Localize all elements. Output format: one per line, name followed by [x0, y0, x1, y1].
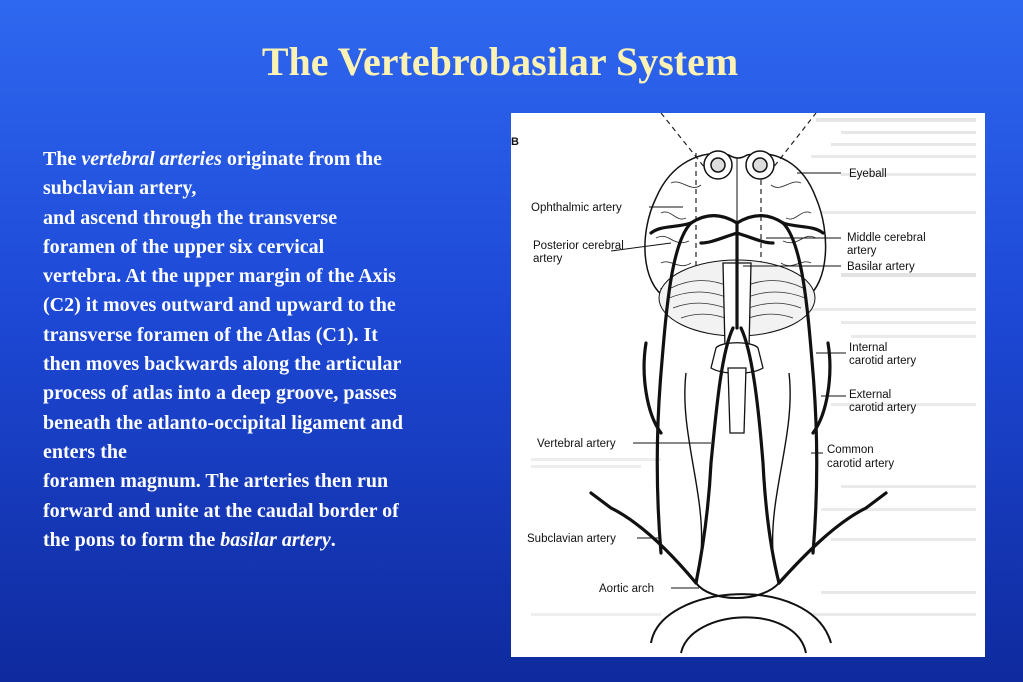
- body-line-13: forward and unite at the caudal border of: [43, 499, 399, 522]
- body-line-12: foramen magnum. The arteries then run: [43, 470, 389, 493]
- label-posterior-cerebral-line2: artery: [533, 253, 563, 265]
- label-subclavian-artery: Subclavian artery: [527, 533, 616, 545]
- anatomy-illustration: [511, 113, 985, 657]
- body-line-9: process of atlas into a deep groove, passes: [43, 382, 397, 405]
- label-posterior-cerebral-line1: Posterior cerebral: [533, 240, 624, 252]
- label-external-carotid-line2: carotid artery: [849, 402, 917, 414]
- vertebral-arteries-term: vertebral arteries: [81, 148, 222, 170]
- body-line-14: [43, 526, 503, 555]
- body-line-7: transverse foramen of the Atlas (C1). It: [43, 323, 378, 346]
- label-external-carotid-line1: External: [849, 389, 892, 401]
- label-middle-cerebral-line1: Middle cerebral: [847, 232, 926, 244]
- figure-labels: [527, 168, 926, 595]
- label-internal-carotid-line1: Internal: [849, 342, 888, 354]
- body-line-8: then moves backwards along the articular: [43, 353, 402, 376]
- vertebrobasilar-diagram: [511, 113, 985, 657]
- body-paragraph: [43, 145, 503, 555]
- body-line-14-end: .: [330, 528, 336, 551]
- body-line-4: foramen of the upper six cervical: [43, 235, 325, 258]
- body-line-3: and ascend through the transverse: [43, 206, 338, 229]
- body-line-10: beneath the atlanto-occipital ligament and: [43, 411, 403, 434]
- body-line-1-rest: originate from the: [221, 148, 383, 170]
- label-common-carotid-line2: carotid artery: [827, 458, 895, 470]
- label-eyeball: Eyeball: [849, 168, 887, 180]
- slide-title: The Vertebrobasilar System: [261, 39, 739, 84]
- label-vertebral-artery: Vertebral artery: [537, 438, 616, 450]
- body-line-11: enters the: [43, 440, 127, 463]
- basilar-artery-term: basilar artery: [220, 528, 331, 551]
- body-line-1: [43, 145, 503, 174]
- body-line-14-start: the pons to form the: [43, 528, 221, 551]
- body-line-5: vertebra. At the upper margin of the Axis: [43, 265, 396, 288]
- body-line-6: (C2) it moves outward and upward to the: [43, 294, 396, 317]
- label-ophthalmic-artery: Ophthalmic artery: [531, 202, 622, 214]
- body-line-2: subclavian artery,: [43, 177, 197, 200]
- label-basilar-artery: Basilar artery: [847, 261, 915, 273]
- body-intro: The: [43, 148, 82, 170]
- label-common-carotid-line1: Common: [827, 444, 874, 456]
- aortic-arch: [651, 583, 831, 653]
- eyeballs: [704, 151, 774, 179]
- panel-letter: B: [511, 136, 519, 148]
- label-aortic-arch: Aortic arch: [599, 583, 654, 595]
- label-middle-cerebral-line2: artery: [847, 245, 877, 257]
- label-internal-carotid-line2: carotid artery: [849, 355, 917, 367]
